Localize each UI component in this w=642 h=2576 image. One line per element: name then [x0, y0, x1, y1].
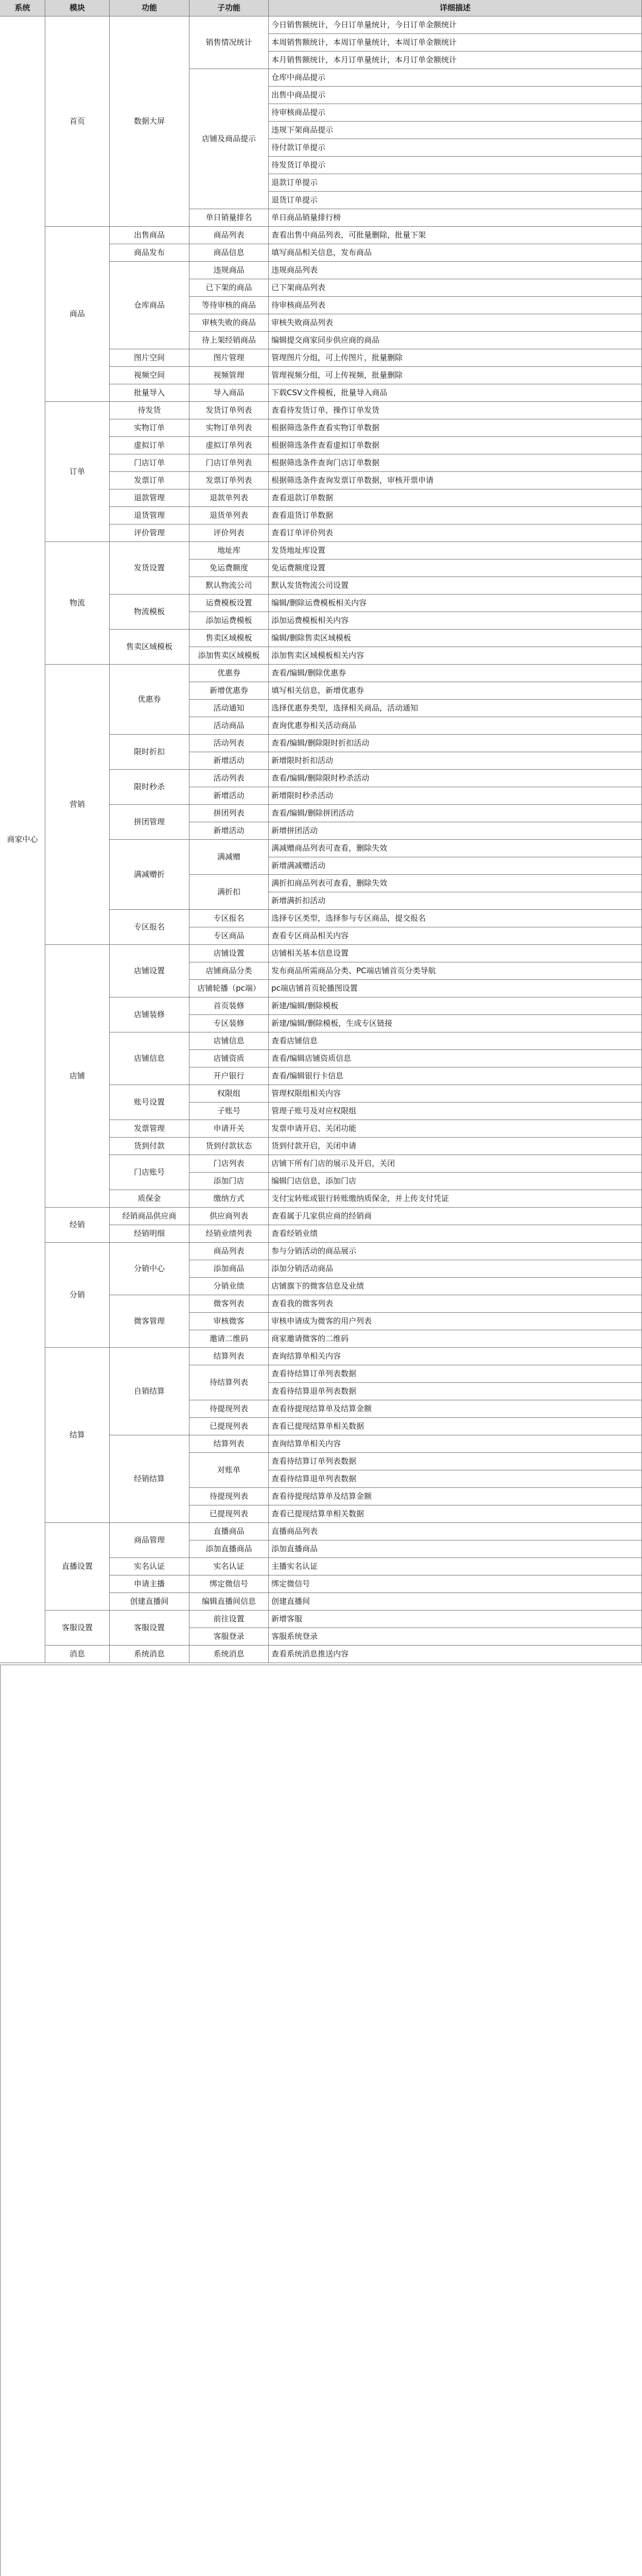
- description-cell: 编辑/删除售卖区域模板: [269, 630, 642, 647]
- subfunction-cell: 待上架经销商品: [189, 332, 269, 349]
- function-cell: 评价管理: [110, 524, 189, 542]
- description-cell: 查看待发货订单，操作订单发货: [269, 402, 642, 419]
- description-cell: 编辑/删除运费模板相关内容: [269, 595, 642, 612]
- description-cell: 查看店铺信息: [269, 1032, 642, 1050]
- header-description-cell: 详细描述: [269, 0, 642, 16]
- description-cell: 参与分销活动的商品展示: [269, 1243, 642, 1260]
- description-cell: 查看待结算订单列表数据: [269, 1453, 642, 1470]
- subfunction-cell: 货到付款状态: [189, 1138, 269, 1155]
- subfunction-cell: 视频管理: [189, 367, 269, 384]
- module-cell: 消息: [45, 1646, 110, 1663]
- function-cell: 优惠券: [110, 665, 189, 735]
- subfunction-cell: 退款单列表: [189, 489, 269, 507]
- description-cell: 绑定微信号: [269, 1575, 642, 1593]
- subfunction-cell: 店铺轮播（pc端）: [189, 980, 269, 997]
- subfunction-cell: 绑定微信号: [189, 1575, 269, 1593]
- function-cell: 虚拟订单: [110, 437, 189, 454]
- function-cell: 门店账号: [110, 1155, 189, 1190]
- description-cell: 违规下架商品提示: [269, 122, 642, 139]
- description-cell: 管理权限组相关内容: [269, 1085, 642, 1103]
- function-cell: 客服设置: [110, 1611, 189, 1646]
- description-cell: 查看待结算订单列表数据: [269, 1365, 642, 1383]
- subfunction-cell: 发货订单列表: [189, 402, 269, 419]
- description-cell: 添加运费模板相关内容: [269, 612, 642, 630]
- header-subfunction-cell: 子功能: [189, 0, 269, 16]
- function-cell: 退款管理: [110, 489, 189, 507]
- function-cell: 店铺设置: [110, 945, 189, 997]
- description-cell: 添加直播商品: [269, 1540, 642, 1558]
- subfunction-cell: 微客列表: [189, 1295, 269, 1313]
- subfunction-cell: 邀请二维码: [189, 1330, 269, 1348]
- description-cell: 查看我的微客列表: [269, 1295, 642, 1313]
- description-cell: 查看专区商品相关内容: [269, 927, 642, 945]
- description-cell: 今日销售额统计，今日订单量统计，今日订单金额统计: [269, 16, 642, 34]
- description-cell: 查看已提现结算单相关数据: [269, 1505, 642, 1523]
- description-cell: 待付款订单提示: [269, 139, 642, 157]
- subfunction-cell: 分销业绩: [189, 1278, 269, 1295]
- description-cell: 待审核商品列表: [269, 297, 642, 314]
- subfunction-cell: 权限组: [189, 1085, 269, 1103]
- header-system-cell: 系统: [0, 0, 45, 16]
- subfunction-cell: 新增活动: [189, 787, 269, 805]
- function-cell: 店铺信息: [110, 1032, 189, 1085]
- description-cell: 本月销售额统计，本月订单量统计，本月订单金额统计: [269, 52, 642, 69]
- subfunction-cell: 活动通知: [189, 700, 269, 717]
- table-border: [0, 1665, 642, 2576]
- module-cell: 物流: [45, 542, 110, 665]
- subfunction-cell: 已提现列表: [189, 1418, 269, 1435]
- subfunction-cell: 商品列表: [189, 227, 269, 244]
- function-cell: 专区报名: [110, 910, 189, 945]
- description-cell: 根据筛选条件查询发票订单数据，审核开票申请: [269, 472, 642, 489]
- subfunction-cell: 专区商品: [189, 927, 269, 945]
- description-cell: 退货订单提示: [269, 192, 642, 209]
- function-cell: 店铺装修: [110, 997, 189, 1032]
- description-cell: 单日商品销量排行榜: [269, 209, 642, 227]
- description-cell: 查询优惠券相关活动商品: [269, 717, 642, 735]
- description-cell: 填写相关信息，新增优惠券: [269, 682, 642, 700]
- description-cell: 审核申请成为微客的用户列表: [269, 1313, 642, 1330]
- function-cell: 商品发布: [110, 244, 189, 262]
- function-cell: 批量导入: [110, 384, 189, 402]
- function-cell: 拼团管理: [110, 805, 189, 840]
- subfunction-cell: 店铺及商品提示: [189, 69, 269, 209]
- description-cell: 店铺旗下的微客信息及业绩: [269, 1278, 642, 1295]
- module-cell: 首页: [45, 16, 110, 227]
- description-cell: 查看待结算退单列表数据: [269, 1470, 642, 1488]
- subfunction-cell: 首页装修: [189, 997, 269, 1015]
- subfunction-cell: 申请开关: [189, 1120, 269, 1138]
- description-cell: 发货地址库设置: [269, 542, 642, 560]
- function-cell: 账号设置: [110, 1085, 189, 1120]
- subfunction-cell: 活动列表: [189, 770, 269, 787]
- module-cell: 经销: [45, 1208, 110, 1243]
- description-cell: 新增拼团活动: [269, 822, 642, 840]
- module-cell: 结算: [45, 1348, 110, 1523]
- subfunction-cell: 经销业绩列表: [189, 1225, 269, 1243]
- function-cell: 门店订单: [110, 454, 189, 472]
- subfunction-cell: 违规商品: [189, 262, 269, 279]
- description-cell: 查看/编辑/删除限时秒杀活动: [269, 770, 642, 787]
- description-cell: 查看/编辑/删除限时折扣活动: [269, 735, 642, 752]
- function-cell: 系统消息: [110, 1646, 189, 1663]
- description-cell: 店铺下所有门店的展示及开启，关闭: [269, 1155, 642, 1173]
- subfunction-cell: 待提现列表: [189, 1488, 269, 1505]
- function-cell: 数据大屏: [110, 16, 189, 227]
- function-cell: 经销明细: [110, 1225, 189, 1243]
- description-cell: 查看待提现结算单及结算金额: [269, 1488, 642, 1505]
- description-cell: 管理视频分组，可上传视频，批量删除: [269, 367, 642, 384]
- description-cell: 根据筛选条件查询门店订单数据: [269, 454, 642, 472]
- description-cell: 查看待提现结算单及结算金额: [269, 1400, 642, 1418]
- subfunction-cell: 单日销量排名: [189, 209, 269, 227]
- description-cell: 新增限时折扣活动: [269, 752, 642, 770]
- subfunction-cell: 直播商品: [189, 1523, 269, 1540]
- subfunction-cell: 缴纳方式: [189, 1190, 269, 1208]
- subfunction-cell: 实物订单列表: [189, 419, 269, 437]
- description-cell: 编辑门店信息，添加门店: [269, 1173, 642, 1190]
- function-cell: 发票管理: [110, 1120, 189, 1138]
- subfunction-cell: 对账单: [189, 1453, 269, 1488]
- description-cell: 查看订单评价列表: [269, 524, 642, 542]
- description-cell: 新增限时秒杀活动: [269, 787, 642, 805]
- description-cell: 添加分销活动商品: [269, 1260, 642, 1278]
- description-cell: 查看属于几家供应商的经销商: [269, 1208, 642, 1225]
- description-cell: 待审核商品提示: [269, 104, 642, 122]
- description-cell: 查看/编辑店铺资质信息: [269, 1050, 642, 1067]
- description-cell: 查看系统消息推送内容: [269, 1646, 642, 1663]
- description-cell: 根据筛选条件查看虚拟订单数据: [269, 437, 642, 454]
- module-cell: 分销: [45, 1243, 110, 1348]
- subfunction-cell: 添加售卖区域模板: [189, 647, 269, 665]
- subfunction-cell: 门店列表: [189, 1155, 269, 1173]
- description-cell: 管理图片分组，可上传图片，批量删除: [269, 349, 642, 367]
- description-cell: 出售中商品提示: [269, 87, 642, 104]
- description-cell: 查看待结算退单列表数据: [269, 1383, 642, 1400]
- subfunction-cell: 活动列表: [189, 735, 269, 752]
- function-cell: 售卖区域模板: [110, 630, 189, 665]
- subfunction-cell: 拼团列表: [189, 805, 269, 822]
- subfunction-cell: 商品列表: [189, 1243, 269, 1260]
- description-cell: 填写商品相关信息，发布商品: [269, 244, 642, 262]
- system-cell: 商家中心: [0, 16, 45, 1663]
- description-cell: 新建/编辑/删除模板: [269, 997, 642, 1015]
- description-cell: 新增客服: [269, 1611, 642, 1628]
- function-cell: 分销中心: [110, 1243, 189, 1295]
- subfunction-cell: 商品信息: [189, 244, 269, 262]
- subfunction-cell: 审核失败的商品: [189, 314, 269, 332]
- header-function-cell: 功能: [110, 0, 189, 16]
- subfunction-cell: 发票订单列表: [189, 472, 269, 489]
- subfunction-cell: 满减赠: [189, 840, 269, 875]
- subfunction-cell: 添加直播商品: [189, 1540, 269, 1558]
- subfunction-cell: 审核微客: [189, 1313, 269, 1330]
- description-cell: 满减赠商品列表可查看，删除失效: [269, 840, 642, 857]
- module-cell: 店铺: [45, 945, 110, 1208]
- description-cell: 查看经销业绩: [269, 1225, 642, 1243]
- description-cell: 新建/编辑/删除模板，生成专区链接: [269, 1015, 642, 1032]
- subfunction-cell: 地址库: [189, 542, 269, 560]
- function-cell: 视频空间: [110, 367, 189, 384]
- description-cell: 管理子账号及对应权限组: [269, 1103, 642, 1120]
- description-cell: 查询结算单相关内容: [269, 1435, 642, 1453]
- function-cell: 申请主播: [110, 1575, 189, 1593]
- function-cell: 货到付款: [110, 1138, 189, 1155]
- description-cell: 已下架商品列表: [269, 279, 642, 297]
- description-cell: 下载CSV文件模板，批量导入商品: [269, 384, 642, 402]
- description-cell: 退款订单提示: [269, 174, 642, 192]
- subfunction-cell: 等待审核的商品: [189, 297, 269, 314]
- function-cell: 自销结算: [110, 1348, 189, 1435]
- function-cell: 经销结算: [110, 1435, 189, 1523]
- function-cell: 限时折扣: [110, 735, 189, 770]
- description-cell: 编辑提交商家同步供应商的商品: [269, 332, 642, 349]
- description-cell: 查看出售中商品列表，可批量删除，批量下架: [269, 227, 642, 244]
- subfunction-cell: 导入商品: [189, 384, 269, 402]
- subfunction-cell: 结算列表: [189, 1435, 269, 1453]
- description-cell: 支付宝转账或银行转账缴纳质保金，并上传支付凭证: [269, 1190, 642, 1208]
- description-cell: 查看退款订单数据: [269, 489, 642, 507]
- subfunction-cell: 新增活动: [189, 752, 269, 770]
- description-cell: 新增满折扣活动: [269, 892, 642, 910]
- description-cell: 本周销售额统计，本周订单量统计，本周订单金额统计: [269, 34, 642, 52]
- module-cell: 营销: [45, 665, 110, 945]
- function-cell: 物流模板: [110, 595, 189, 630]
- function-cell: 实物订单: [110, 419, 189, 437]
- subfunction-cell: 图片管理: [189, 349, 269, 367]
- description-cell: 查看/编辑/删除优惠券: [269, 665, 642, 682]
- module-cell: 直播设置: [45, 1523, 110, 1611]
- subfunction-cell: 供应商列表: [189, 1208, 269, 1225]
- description-cell: 选择专区类型，选择参与专区商品，提交报名: [269, 910, 642, 927]
- subfunction-cell: 售卖区域模板: [189, 630, 269, 647]
- header-module-cell: 模块: [45, 0, 110, 16]
- subfunction-cell: 专区装修: [189, 1015, 269, 1032]
- description-cell: 查看退货订单数据: [269, 507, 642, 524]
- subfunction-cell: 店铺设置: [189, 945, 269, 962]
- description-cell: 商家邀请微客的二维码: [269, 1330, 642, 1348]
- description-cell: 选择优惠券类型，选择相关商品，活动通知: [269, 700, 642, 717]
- subfunction-cell: 专区报名: [189, 910, 269, 927]
- description-cell: 添加售卖区域模板相关内容: [269, 647, 642, 665]
- description-cell: 货到付款开启，关闭申请: [269, 1138, 642, 1155]
- subfunction-cell: 优惠券: [189, 665, 269, 682]
- subfunction-cell: 免运费额度: [189, 560, 269, 577]
- description-cell: 主播实名认证: [269, 1558, 642, 1575]
- subfunction-cell: 店铺资质: [189, 1050, 269, 1067]
- subfunction-cell: 添加运费模板: [189, 612, 269, 630]
- subfunction-cell: 客服登录: [189, 1628, 269, 1646]
- subfunction-cell: 运费模板设置: [189, 595, 269, 612]
- function-cell: 出售商品: [110, 227, 189, 244]
- description-cell: 查看已提现结算单相关数据: [269, 1418, 642, 1435]
- subfunction-cell: 销售情况统计: [189, 16, 269, 69]
- function-cell: 待发货: [110, 402, 189, 419]
- function-cell: 限时秒杀: [110, 770, 189, 805]
- subfunction-cell: 系统消息: [189, 1646, 269, 1663]
- description-cell: 待发货订单提示: [269, 157, 642, 174]
- subfunction-cell: 编辑直播间信息: [189, 1593, 269, 1611]
- function-cell: 商品管理: [110, 1523, 189, 1558]
- subfunction-cell: 添加商品: [189, 1260, 269, 1278]
- function-cell: 仓库商品: [110, 262, 189, 349]
- description-cell: 满折扣商品列表可查看，删除失效: [269, 875, 642, 892]
- subfunction-cell: 待结算列表: [189, 1365, 269, 1400]
- subfunction-cell: 虚拟订单列表: [189, 437, 269, 454]
- subfunction-cell: 退货单列表: [189, 507, 269, 524]
- module-cell: 商品: [45, 227, 110, 402]
- subfunction-cell: 子账号: [189, 1103, 269, 1120]
- description-cell: 创建直播间: [269, 1593, 642, 1611]
- description-cell: 直播商品列表: [269, 1523, 642, 1540]
- description-cell: 店铺相关基本信息设置: [269, 945, 642, 962]
- description-cell: 根据筛选条件查看实物订单数据: [269, 419, 642, 437]
- subfunction-cell: 新增优惠券: [189, 682, 269, 700]
- description-cell: pc端店铺首页轮播图设置: [269, 980, 642, 997]
- subfunction-cell: 满折扣: [189, 875, 269, 910]
- function-cell: 发货设置: [110, 542, 189, 595]
- function-cell: 经销商品供应商: [110, 1208, 189, 1225]
- description-cell: 违规商品列表: [269, 262, 642, 279]
- function-cell: 发票订单: [110, 472, 189, 489]
- function-cell: 退货管理: [110, 507, 189, 524]
- subfunction-cell: 结算列表: [189, 1348, 269, 1365]
- subfunction-cell: 添加门店: [189, 1173, 269, 1190]
- description-cell: 发布商品所需商品分类、PC端店铺首页分类导航: [269, 962, 642, 980]
- subfunction-cell: 店铺商品分类: [189, 962, 269, 980]
- subfunction-cell: 开户银行: [189, 1067, 269, 1085]
- subfunction-cell: 店铺信息: [189, 1032, 269, 1050]
- subfunction-cell: 默认物流公司: [189, 577, 269, 595]
- function-cell: 实名认证: [110, 1558, 189, 1575]
- module-cell: 订单: [45, 402, 110, 542]
- subfunction-cell: 前往设置: [189, 1611, 269, 1628]
- description-cell: 发票申请开启、关闭功能: [269, 1120, 642, 1138]
- subfunction-cell: 新增活动: [189, 822, 269, 840]
- subfunction-cell: 实名认证: [189, 1558, 269, 1575]
- description-cell: 查看/编辑银行卡信息: [269, 1067, 642, 1085]
- subfunction-cell: 已下架的商品: [189, 279, 269, 297]
- description-cell: 新增满减赠活动: [269, 857, 642, 875]
- subfunction-cell: 已提现列表: [189, 1505, 269, 1523]
- subfunction-cell: 待提现列表: [189, 1400, 269, 1418]
- subfunction-cell: 活动商品: [189, 717, 269, 735]
- description-cell: 客服系统登录: [269, 1628, 642, 1646]
- module-cell: 客服设置: [45, 1611, 110, 1646]
- subfunction-cell: 评价列表: [189, 524, 269, 542]
- function-cell: 满减赠折: [110, 840, 189, 910]
- function-cell: 微客管理: [110, 1295, 189, 1348]
- description-cell: 默认发货物流公司设置: [269, 577, 642, 595]
- subfunction-cell: 门店订单列表: [189, 454, 269, 472]
- description-cell: 查看/编辑/删除拼团活动: [269, 805, 642, 822]
- description-cell: 审核失败商品列表: [269, 314, 642, 332]
- description-cell: 查询结算单相关内容: [269, 1348, 642, 1365]
- function-cell: 质保金: [110, 1190, 189, 1208]
- function-cell: 创建直播间: [110, 1593, 189, 1611]
- function-cell: 图片空间: [110, 349, 189, 367]
- description-cell: 免运费额度设置: [269, 560, 642, 577]
- description-cell: 仓库中商品提示: [269, 69, 642, 87]
